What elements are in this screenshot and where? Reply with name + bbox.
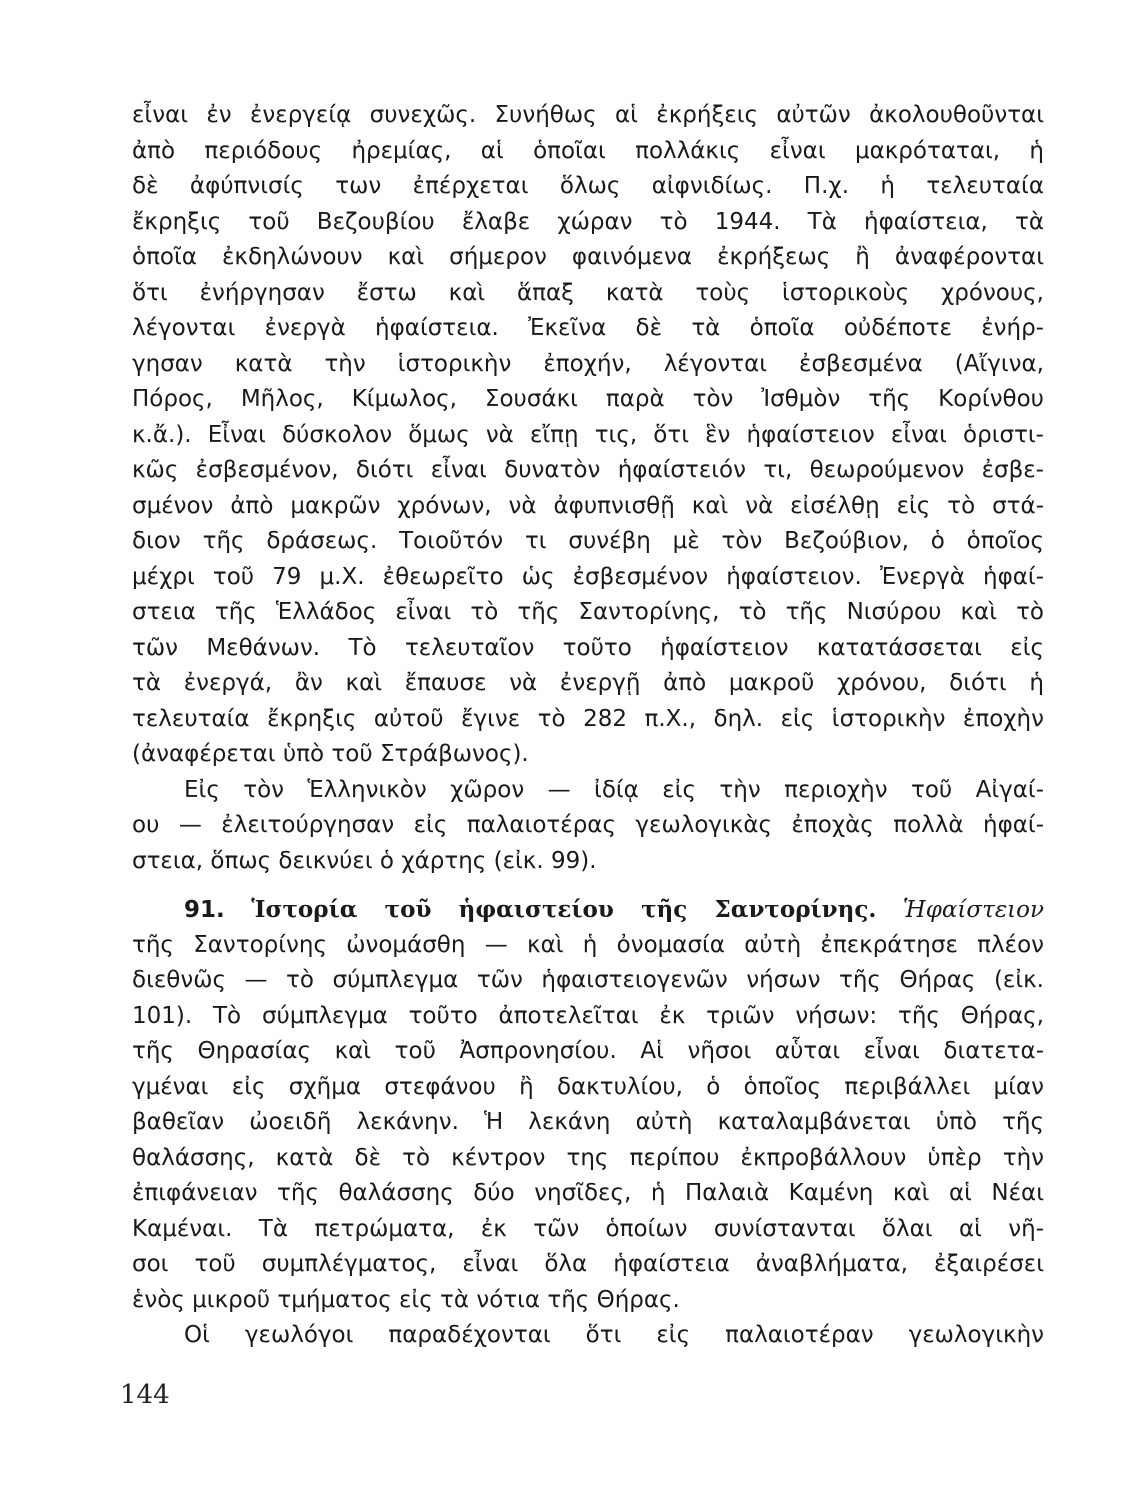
body-line: λέγονται ἐνεργὰ ἡφαίστεια. Ἐκεῖνα δὲ τὰ ὁποῖα οὐδέποτε ἐνήρ- bbox=[132, 315, 1044, 341]
section-line: γμέναι εἰς σχῆμα στεφάνου ἢ δακτυλίου, ὁ ὁποῖος περιβάλλει μίαν bbox=[132, 1073, 1044, 1100]
section-first-words: Ἡφαίστειον bbox=[902, 897, 1044, 923]
body-line: ἀπὸ περιόδους ἠρεμίας, αἱ ὁποῖαι πολλάκις εἶναι μακρόταται, ἡ bbox=[132, 137, 1044, 164]
body-line: εἶναι ἐν ἐνεργείᾳ συνεχῶς. Συνήθως αἱ ἐκρήξεις αὐτῶν ἀκολουθοῦνται bbox=[132, 102, 1044, 128]
body-line: τὰ ἐνεργά, ἂν καὶ ἔπαυσε νὰ ἐνεργῇ ἀπὸ μακροῦ χρόνου, διότι ἡ bbox=[132, 670, 1044, 696]
body-line: σμένον ἀπὸ μακρῶν χρόνων, νὰ ἀφυπνισθῇ καὶ νὰ εἰσέλθῃ εἰς τὸ στά- bbox=[132, 492, 1044, 519]
section-title: Ἱστορία τοῦ ἡφαιστείου τῆς Σαντορίνης. bbox=[251, 896, 877, 923]
section-line: 101). Τὸ σύμπλεγμα τοῦτο ἀποτελεῖται ἐκ τριῶν νήσων: τῆς Θήρας, bbox=[132, 1002, 1044, 1029]
body-line: μέχρι τοῦ 79 μ.Χ. ἐθεωρεῖτο ὡς ἐσβεσμένον ἡφαίστειον. Ἐνεργὰ ἡφαί- bbox=[132, 563, 1044, 590]
section-line: τῆς Σαντορίνης ὠνομάσθη — καὶ ἡ ὀνομασία αὐτὴ ἐπεκράτησε πλέον bbox=[132, 931, 1044, 958]
section-number: 91. bbox=[184, 897, 225, 923]
paragraph-line: ου — ἐλειτούργησαν εἰς παλαιοτέρας γεωλογικὰς ἐποχὰς πολλὰ ἡφαί- bbox=[132, 812, 1044, 838]
body-line: στεια τῆς Ἑλλάδος εἶναι τὸ τῆς Σαντορίνης, τὸ τῆς Νισύρου καὶ τὸ bbox=[132, 599, 1044, 625]
body-line: ἔκρηξις τοῦ Βεζουβίου ἔλαβε χώραν τὸ 1944. Τὰ ἡφαίστεια, τὰ bbox=[132, 208, 1044, 235]
body-line: ὅτι ἐνήργησαν ἔστω καὶ ἅπαξ κατὰ τοὺς ἱστορικοὺς χρόνους, bbox=[132, 279, 1044, 306]
body-line: (ἀναφέρεται ὑπὸ τοῦ Στράβωνος). bbox=[132, 741, 529, 767]
paragraph-line: στεια, ὅπως δεικνύει ὁ χάρτης (εἰκ. 99). bbox=[132, 847, 597, 874]
body-line: τελευταία ἔκρηξις αὐτοῦ ἔγινε τὸ 282 π.Χ., δηλ. εἰς ἱστορικὴν ἐποχὴν bbox=[132, 705, 1044, 732]
section-line: Καμέναι. Τὰ πετρώματα, ἐκ τῶν ὁποίων συνίστανται ὅλαι αἱ νῆ- bbox=[132, 1215, 1044, 1242]
section-line: σοι τοῦ συμπλέγματος, εἶναι ὅλα ἡφαίστεια ἀναβλήματα, ἐξαιρέσει bbox=[132, 1251, 1044, 1277]
text-block-section-91 bbox=[132, 892, 1044, 1354]
body-line: γησαν κατὰ τὴν ἱστορικὴν ἐποχήν, λέγονται ἐσβεσμένα (Αἴγινα, bbox=[132, 350, 1044, 377]
body-line: Πόρος, Μῆλος, Κίμωλος, Σουσάκι παρὰ τὸν Ἰσθμὸν τῆς Κορίνθου bbox=[132, 386, 1044, 412]
body-line: κ.ἄ.). Εἶναι δύσκολον ὅμως νὰ εἴπῃ τις, ὅτι ἓν ἡφαίστειον εἶναι ὁριστι- bbox=[132, 421, 1044, 448]
paragraph-line: Εἰς τὸν Ἑλληνικὸν χῶρον — ἰδίᾳ εἰς τὴν περιοχὴν τοῦ Αἰγαί- bbox=[184, 776, 1044, 803]
body-line: ὁποῖα ἐκδηλώνουν καὶ σήμερον φαινόμενα ἐκρήξεως ἢ ἀναφέρονται bbox=[132, 244, 1044, 270]
section-line: διεθνῶς — τὸ σύμπλεγμα τῶν ἡφαιστειογενῶν νήσων τῆς Θήρας (εἰκ. bbox=[132, 967, 1044, 993]
section-line: ἐπιφάνειαν τῆς θαλάσσης δύο νησῖδες, ἡ Παλαιὰ Καμένη καὶ αἱ Νέαι bbox=[132, 1180, 1044, 1206]
body-line: τῶν Μεθάνων. Τὸ τελευταῖον τοῦτο ἡφαίστειον κατατάσσεται εἰς bbox=[132, 634, 1044, 661]
section-line: τῆς Θηρασίας καὶ τοῦ Ἀσπρονησίου. Αἱ νῆσοι αὗται εἶναι διατετα- bbox=[132, 1038, 1044, 1064]
section-heading bbox=[132, 892, 1044, 928]
body-line: διον τῆς δράσεως. Τοιοῦτόν τι συνέβη μὲ τὸν Βεζούβιον, ὁ ὁποῖος bbox=[132, 528, 1044, 554]
section-line: ἑνὸς μικροῦ τμήματος εἰς τὰ νότια τῆς Θήρας. bbox=[132, 1286, 680, 1313]
text-block-upper bbox=[132, 98, 1044, 879]
section-line: βαθεῖαν ὠοειδῆ λεκάνην. Ἡ λεκάνη αὐτὴ καταλαμβάνεται ὑπὸ τῆς bbox=[132, 1109, 1044, 1135]
body-line: κῶς ἐσβεσμένον, διότι εἶναι δυνατὸν ἡφαίστειόν τι, θεωρούμενον ἐσβε- bbox=[132, 457, 1044, 483]
body-line: δὲ ἀφύπνισίς των ἐπέρχεται ὅλως αἰφνιδίως. Π.χ. ἡ τελευταία bbox=[132, 173, 1044, 199]
section-line: θαλάσσης, κατὰ δὲ τὸ κέντρον της περίπου ἐκπροβάλλουν ὑπὲρ τὴν bbox=[132, 1144, 1044, 1171]
page-number: 144 bbox=[120, 1380, 170, 1410]
paragraph-line: Οἱ γεωλόγοι παραδέχονται ὅτι εἰς παλαιοτέραν γεωλογικὴν bbox=[184, 1322, 1044, 1348]
